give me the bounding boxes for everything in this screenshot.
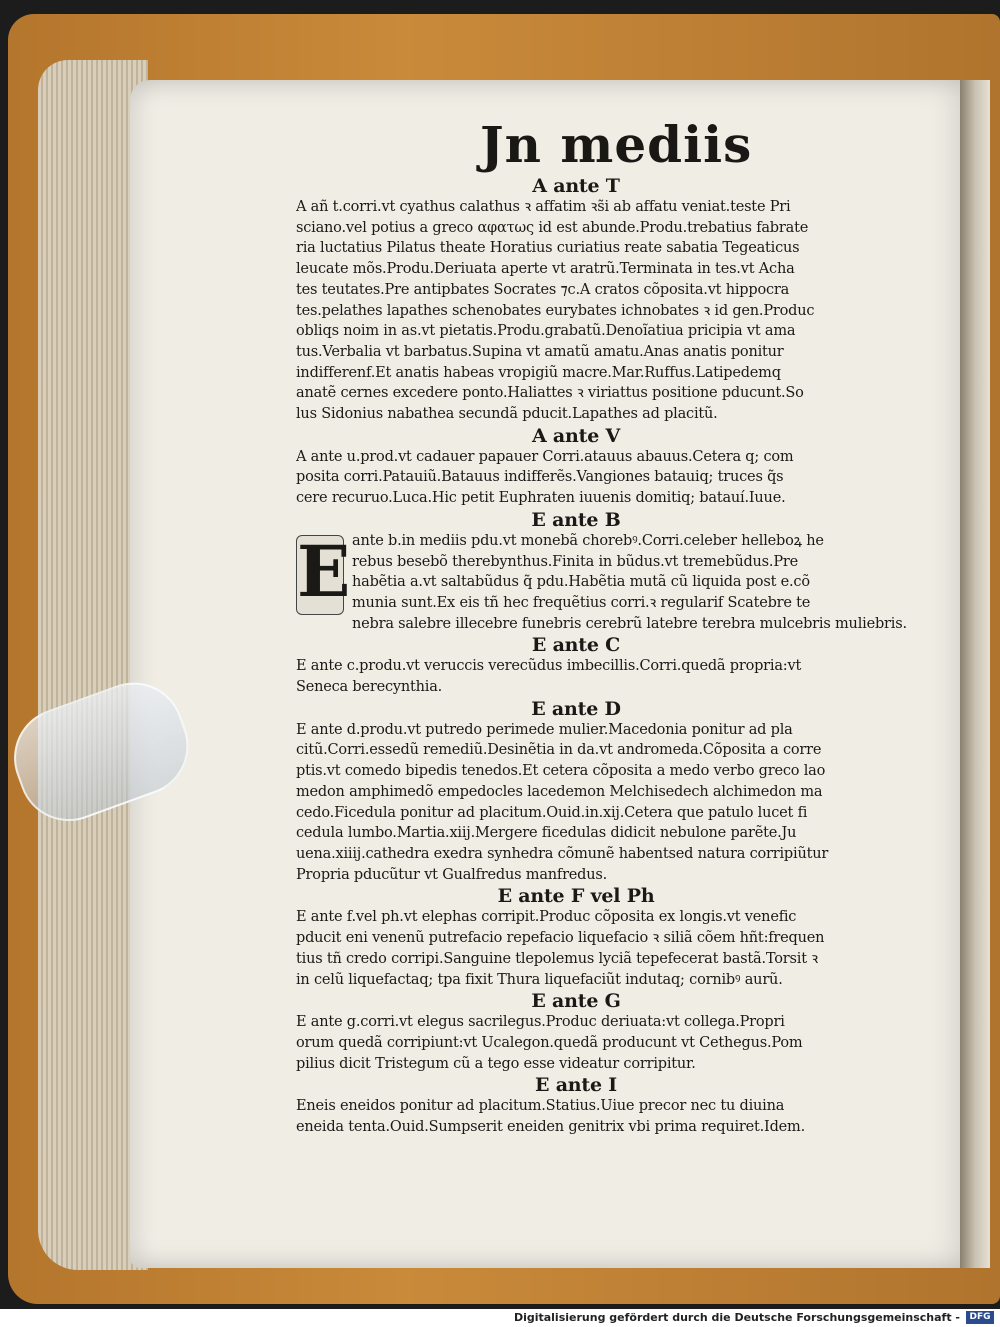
- section-heading: E ante D: [531, 697, 621, 720]
- text-line: posita corri.Patauiũ.Batauus indifferẽs.Vangiones batauiq; truces q̃s: [296, 469, 784, 486]
- text-section: [296, 885, 936, 990]
- text-line: tius tñ credo corripi.Sanguine tlepolemus lyciã tepefecerat bastã.Torsit ꝛ: [296, 950, 818, 967]
- text-line: medon amphimedõ empedocles lacedemon Melchisedech alchimedon ma: [296, 783, 823, 800]
- text-line: pilius dicit Tristegum cũ a tego esse videatur corripitur.: [296, 1055, 696, 1072]
- text-line: indifferenf.Et anatis habeas vropigiũ macre.Mar.Ruffus.Latipedemq: [296, 364, 781, 381]
- text-section: [296, 634, 936, 697]
- text-line: Propria pducũtur vt Gualfredus manfredus.: [296, 866, 608, 883]
- text-line: pducit eni venenũ putrefacio repefacio liquefacio ꝛ siliã cõem hñt:frequen: [296, 930, 825, 947]
- text-line: anatẽ cernes excedere ponto.Haliattes ꝛ viriattus positione pducunt.So: [296, 385, 804, 402]
- text-line: lus Sidonius nabathea secundã pducit.Lapathes ad placitũ.: [296, 406, 718, 423]
- section-heading: E ante G: [531, 990, 621, 1013]
- text-line: tes.pelathes lapathes schenobates eurybates ichnobates ꝛ id gen.Produc: [296, 302, 815, 319]
- text-line: rebus besebõ therebynthus.Finita in bũdus.vt tremebũdus.Pre: [352, 553, 799, 570]
- text-line: tes teutates.Pre antipbates Socrates ⁊c.A cratos cõposita.vt hippocra: [296, 281, 790, 298]
- section-heading: E ante I: [535, 1074, 617, 1097]
- text-section: [296, 425, 936, 509]
- text-section: [296, 509, 936, 635]
- text-line: uena.xiiij.cathedra exedra synhedra cõmunẽ habentsed natura corripiũtur: [296, 845, 829, 862]
- text-line: eneida tenta.Ouid.Sumpserit eneiden genitrix vbi prima requiret.Idem.: [296, 1119, 806, 1136]
- text-line: orum quedã corripiunt:vt Ucalegon.quedã producunt vt Cethegus.Pom: [296, 1034, 803, 1051]
- text-line: habẽtia a.vt saltabũdus q̃ pdu.Habẽtia mutã cũ liquida post e.cõ: [352, 574, 810, 591]
- text-line: ante b.in mediis pdu.vt monebã chorebꝰ.Corri.celeber helleboꝝ he: [352, 532, 824, 549]
- text-section: [296, 990, 936, 1074]
- text-line: A añ t.corri.vt cyathus calathus ꝛ affatim ꝛs̃i ab affatu veniat.teste Pri: [296, 199, 791, 215]
- text-line: Seneca berecynthia.: [296, 679, 443, 696]
- text-line: in celũ liquefactaq; tpa fixit Thura liquefaciũt indutaq; cornibꝰ aurũ.: [296, 971, 783, 988]
- section-heading: A ante T: [532, 175, 620, 197]
- text-line: E ante f.vel ph.vt elephas corripit.Produc cõposita ex longis.vt venefic: [296, 909, 797, 926]
- text-line: citũ.Corri.essedũ remediũ.Desinẽtia in da.vt andromeda.Cõposita a corre: [296, 742, 822, 759]
- page-gutter: [960, 80, 990, 1268]
- section-heading: E ante B: [531, 508, 621, 531]
- text-line: nebra salebre illecebre funebris cerebrũ latebre terebra mulcebris muliebris.: [352, 615, 907, 632]
- text-line: cedo.Ficedula ponitur ad placitum.Ouid.in.xij.Cetera que patulo lucet fi: [296, 804, 808, 821]
- text-line: E ante g.corri.vt elegus sacrilegus.Produc deriuata:vt collega.Propri: [296, 1014, 785, 1031]
- footer-bar: [0, 1309, 1000, 1327]
- text-section: [296, 1074, 936, 1137]
- text-line: tus.Verbalia vt barbatus.Supina vt amatũ amatu.Anas anatis ponitur: [296, 343, 784, 360]
- page-body: [296, 175, 936, 1138]
- page-title: Jn mediis: [480, 115, 753, 174]
- section-heading: E ante F vel Ph: [497, 885, 655, 908]
- text-line: sciano.vel potius a greco αφατως id est abunde.Produ.trebatius fabrate: [296, 219, 809, 236]
- text-section: [296, 698, 936, 886]
- footer-credit: Digitalisierung gefördert durch die Deutsche Forschungsgemeinschaft -: [513, 1311, 960, 1324]
- section-heading: A ante V: [531, 424, 621, 447]
- text-section: [296, 175, 936, 425]
- text-line: leucate mõs.Produ.Deriuata aperte vt aratrũ.Terminata in tes.vt Acha: [296, 261, 795, 278]
- dfg-logo: DFG: [966, 1311, 994, 1324]
- text-line: cedula lumbo.Martia.xiij.Mergere ficedulas didicit nebulone parẽte.Ju: [296, 825, 797, 842]
- text-line: Eneis eneidos ponitur ad placitum.Statius.Uiue precor nec tu diuina: [296, 1098, 785, 1115]
- text-line: A ante u.prod.vt cadauer papauer Corri.atauus abauus.Cetera q; com: [296, 448, 794, 465]
- text-line: ria luctatius Pilatus theate Horatius curiatius reate sabatia Tegeaticus: [296, 240, 800, 257]
- text-line: obliqs noim in as.vt pietatis.Produ.grabatũ.Denoĩatiua pricipia vt ama: [296, 323, 796, 340]
- text-line: cere recuruo.Luca.Hic petit Euphraten iuuenis domitiq; batauí.Iuue.: [296, 490, 786, 507]
- text-line: E ante d.produ.vt putredo perimede mulier.Macedonia ponitur ad pla: [296, 721, 793, 738]
- decorated-initial: E: [297, 529, 351, 613]
- section-heading: E ante C: [531, 634, 621, 657]
- text-line: ptis.vt comedo bipedis tenedos.Et cetera cõposita a medo verbo greco lao: [296, 763, 826, 780]
- text-line: E ante c.produ.vt veruccis verecũdus imbecillis.Corri.quedã propria:vt: [296, 658, 802, 675]
- text-line: munia sunt.Ex eis tñ hec frequẽtius corri.ꝛ regularif Scatebre te: [352, 594, 811, 611]
